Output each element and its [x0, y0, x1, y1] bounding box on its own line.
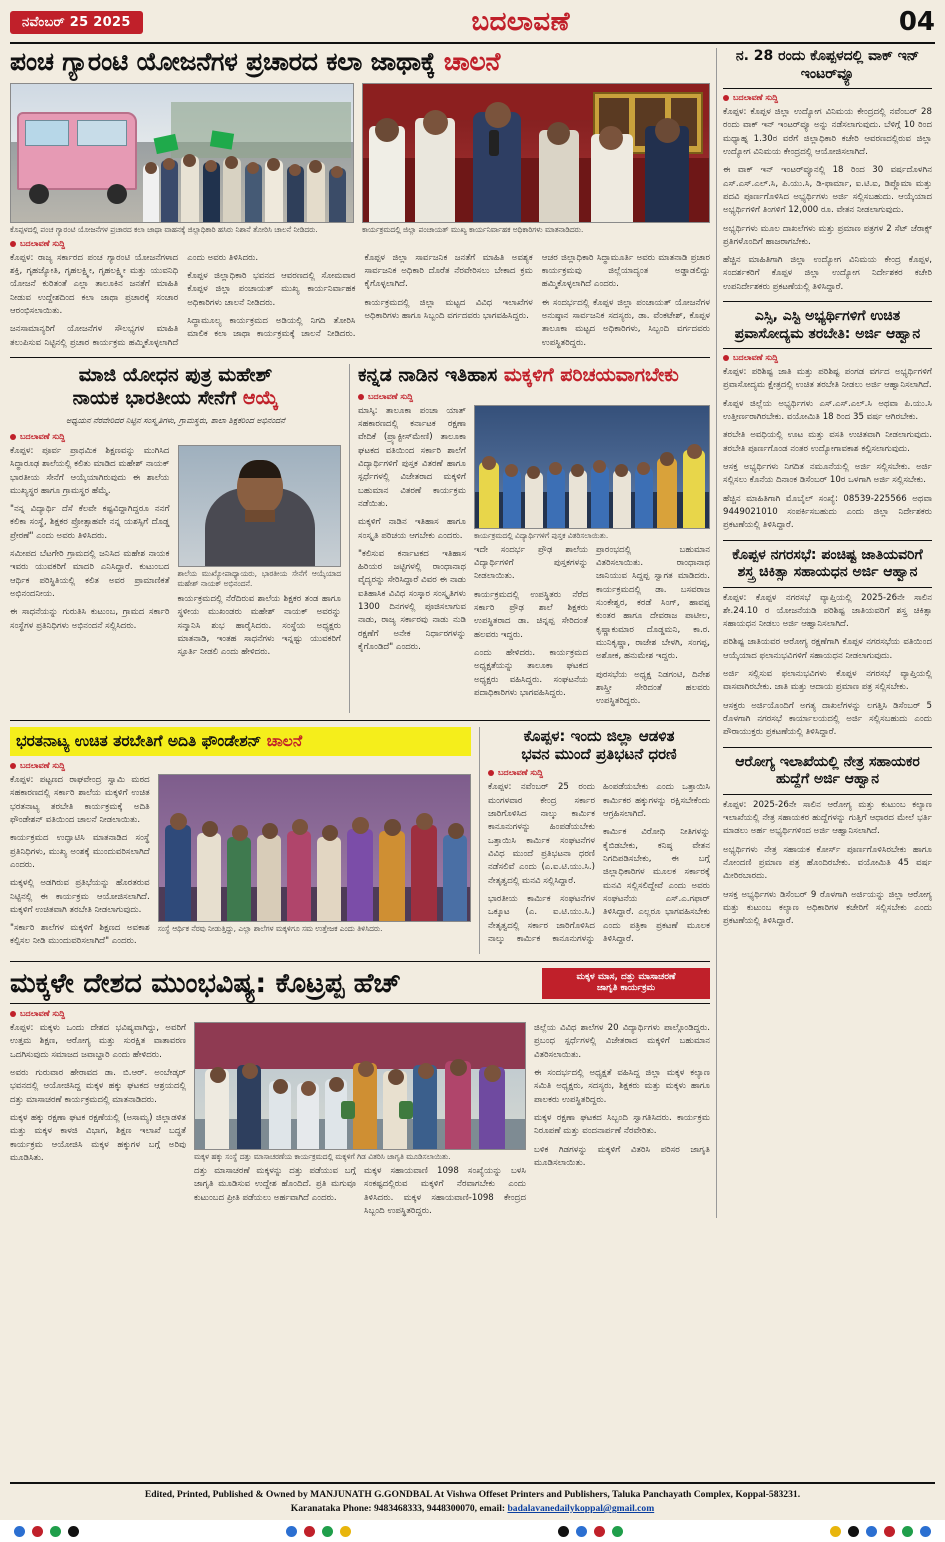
color-dot — [576, 1526, 587, 1537]
kannada-photo-caption: ಕಾರ್ಯಕ್ರಮದಲ್ಲಿ ವಿದ್ಯಾರ್ಥಿಗಳಿಗೆ ಪುಸ್ತಕ ವಿತರಿಸಲಾಯಿತು. — [474, 530, 609, 540]
bottom-paragraph: ದತ್ತು ಮಾಸಾಚರಣೆ ಮಕ್ಕಳನ್ನು ದತ್ತು ಪಡೆಯುವ ಬಗ್ಗೆ ಜಾಗೃತಿ ಮೂಡಿಸುವ ಉದ್ದೇಶ ಹೊಂದಿದೆ. ಪ್ರತಿ ಮಗುವೂ ಕುಟುಂಬದ ಪ್ರೀತಿ ಪಡೆಯಲು ಅರ್ಹವಾಗಿದೆ ಎಂದರು. — [194, 1166, 356, 1203]
lead-photo-1-caption: ಕೊಪ್ಪಳದಲ್ಲಿ ಪಂಚ ಗ್ಯಾರಂಟಿ ಯೋಜನೆಗಳ ಪ್ರಚಾರದ ಕಲಾ ಜಾಥಾ ವಾಹನಕ್ಕೆ ಜಿಲ್ಲಾಧಿಕಾರಿ ಹಸಿರು ನಿಶಾನೆ ತೋರಿಸಿ ಚಾಲನೆ ನೀಡಿದರು. — [10, 224, 318, 234]
paper-title: ಬದಲಾವಣೆ — [471, 6, 571, 37]
lead-paragraph: ಕೊಪ್ಪಳ ಜಿಲ್ಲಾಧಿಕಾರಿ ಭವನದ ಆವರಣದಲ್ಲಿ ಸೋಮವಾರ ಕೊಪ್ಪಳ ಜಿಲ್ಲಾ ಪಂಚಾಯತ್ ಮುಖ್ಯ ಕಾರ್ಯನಿರ್ವಾಹಕ ಅಧಿಕಾರಿಗಳು ಚಾಲನೆ ನೀಡಿದರು. — [187, 271, 356, 308]
section-divider — [723, 540, 932, 541]
story-koppal-protest — [488, 727, 710, 953]
bharatanatya-banner-accent: ಚಾಲನೆ — [266, 732, 303, 751]
veteran-paragraph: ಕಾರ್ಯಕ್ರಮದಲ್ಲಿ ನೆರೆದಿರುವ ಶಾಲೆಯ ಶಿಕ್ಷಕರ ತಂಡ ಹಾಗೂ ಸ್ಥಳೀಯ ಮುಖಂಡರು ಮಹೇಶ್ ನಾಯಕ್ ಅವರನ್ನು ಸನ್ಮಾನಿಸಿ ಶುಭ ಹಾರೈಸಿದರು. ಸಂಸ್ಥೆಯ ಅಧ್ಯಕ್ಷರು ಮಾತನಾಡಿ, ಇಂತಹ ಸಾಧನೆಗಳು ಇನ್ನಷ್ಟು ಯುವಕರಿಗೆ ಸ್ಫೂರ್ತಿ ನೀಡಲಿ ಎಂದು ಹೇಳಿದರು. — [177, 593, 341, 658]
bharatanatya-paragraph: ಕೊಪ್ಪಳ: ಪಟ್ಟಣದ ರಾಘವೇಂದ್ರ ಸ್ವಾಮಿ ಮಠದ ಸಹಕಾರಣದಲ್ಲಿ ಸರ್ಕಾರಿ ಶಾಲೆಯ ಮಕ್ಕಳಿಗೆ ಉಚಿತ ಭರತನಾಟ್ಯ ತರಬೇತಿ ಕಾರ್ಯಕ್ರಮಕ್ಕೆ ಅದಿತಿ ಫೌಂಡೇಶನ್ ವತಿಯಿಂದ ಚಾಲನೆ ನೀಡಲಾಯಿತು. — [10, 775, 150, 825]
byline-dot-icon — [488, 770, 494, 776]
third-row — [10, 727, 710, 953]
color-dot — [848, 1526, 859, 1537]
byline-right — [723, 353, 932, 363]
byline-bottom — [10, 1009, 710, 1019]
footer — [10, 1482, 935, 1516]
kannada-headline-accent: ಮಕ್ಕಳಿಗೆ ಪರಿಚಯವಾಗಬೇಕು — [503, 363, 679, 386]
kannada-headline-text: ಕನ್ನಡ ನಾಡಿನ ಇತಿಹಾಸ — [358, 363, 504, 386]
byline-label: ಬದಲಾವಣೆ ಸುದ್ದಿ — [368, 391, 414, 401]
veteran-headline-l1: ಮಾಜಿ ಯೋಧನ ಪುತ್ರ ಮಹೇಶ್ — [78, 363, 273, 386]
protest-paragraph: ಕೊಪ್ಪಳ: ನವೆಂಬರ್ 25 ರಂದು ಮಂಗಳವಾರ ಕೇಂದ್ರ ಸರ್ಕಾರ ಜಾರಿಗೊಳಿಸಿದ ನಾಲ್ಕು ಕಾರ್ಮಿಕ ಕಾನೂನುಗಳನ್ನು ಹಿಂಪಡೆಯಬೇಕು ಒತ್ತಾಯಿಸಿ ಕಾರ್ಮಿಕ ಸಂಘಟನೆಗಳ ವಿವಿಧ ಮುಂದೆ ಪ್ರತಿಭಟನಾ ಧರಣಿ ನಡೆಸಲಿವೆ ಎಂದು (ಎ.ಐ.ಟಿ.ಯು.ಸಿ.) ನೇತೃತ್ವದಲ್ಲಿ ಮನವಿ ಸಲ್ಲಿಸಿದ್ದಾರೆ. — [488, 782, 595, 886]
lead-headline-text: ಪಂಚ ಗ್ಯಾರಂಟಿ ಯೋಜನೆಗಳ ಪ್ರಚಾರದ ಕಲಾ ಜಾಥಾಕ್ಕೆ — [10, 47, 444, 76]
bottom-photo — [194, 1022, 526, 1150]
bottom-headline-part2: ಕೊಟ್ರಪ್ಪ ಹೆಚ್ — [275, 967, 401, 999]
protest-paragraph: ಭಾರತೀಯ ಕಾರ್ಮಿಕ ಸಂಘಟನೆಗಳ ಒಕ್ಕೂಟ (ಎ. ಐ.ಟಿ.ಯು.ಸಿ.) ನೇತೃತ್ವದಲ್ಲಿ ಸರ್ಕಾರ ಜಾರಿಗೊಳಿಸಿದ ನಾಲ್ಕು ಕಾರ್ಮಿಕ ಕಾನೂನುಗಳನ್ನು ಹಿಂಪಡೆಯಬೇಕು ಎಂದು ಒತ್ತಾಯಿಸಿ ಕಾರ್ಮಿಕರ ಹಕ್ಕುಗಳನ್ನು ರಕ್ಷಿಸಬೇಕೆಂದು ಆಗ್ರಹಿಸಲಾಗಿದೆ. — [488, 782, 710, 944]
byline-dot-icon — [10, 763, 16, 769]
right-headline: ಎಸ್ಸಿ, ಎಸ್ಟಿ ಅಭ್ಯರ್ಥಿಗಳಿಗೆ ಉಚಿತ ಪ್ರವಾಸೋದ್ಯಮ ತರಬೇತಿ: ಅರ್ಜಿ ಆಹ್ವಾನ — [734, 308, 921, 342]
left-zone — [10, 48, 710, 1218]
date-badge: ನವೆಂಬರ್ 25 2025 — [10, 11, 143, 34]
color-dot — [322, 1526, 333, 1537]
lead-paragraph: ಕಾರ್ಯಕ್ರಮದಲ್ಲಿ ಜಿಲ್ಲಾ ಮಟ್ಟದ ವಿವಿಧ ಇಲಾಖೆಗಳ ಅಧಿಕಾರಿಗಳು ಹಾಗೂ ಸಿಬ್ಬಂದಿ ವರ್ಗದವರು ಭಾಗವಹಿಸಿದ್ದರು. — [364, 297, 533, 321]
right-paragraph: ಆಸಕ್ತ ಅಭ್ಯರ್ಥಿಗಳು ಡಿಸೆಂಬರ್ 9 ರೊಳಗಾಗಿ ಅರ್ಜಿಯನ್ನು ಜಿಲ್ಲಾ ಆರೋಗ್ಯ ಮತ್ತು ಕುಟುಂಬ ಕಲ್ಯಾಣ ಅಧಿಕಾರಿಗಳ ಕಚೇರಿಗೆ ಸಲ್ಲಿಸಬೇಕು ಎಂದು ಪ್ರಕಟಣೆಯಲ್ಲಿ ತಿಳಿಸಿದ್ದಾರೆ. — [723, 889, 932, 927]
right-paragraph: ಹೆಚ್ಚಿನ ಮಾಹಿತಿಗಾಗಿ ಮೊಬೈಲ್ ಸಂಖ್ಯೆ: 08539-225566 ಅಥವಾ 9449021010 ಸಂಪರ್ಕಿಸಬಹುದು ಎಂದು ಜಿಲ್ಲಾ ನಿರ್ದೇಶಕರು ಪ್ರಕಟಣೆಯಲ್ಲಿ ತಿಳಿಸಿದ್ದಾರೆ. — [723, 493, 932, 531]
veteran-subhead: ಅಧ್ಯಯನ ನೆರವೇರಿದರ ನಿಟ್ಟಿನ ಸಂಸ್ಕೃತಿಗಳು, ಗ್ರಾಮಸ್ಥರು, ಶಾಲಾ ಶಿಕ್ಷಕರಿಂದ ಅಭಿನಂದನೆ — [66, 415, 285, 425]
color-dot — [286, 1526, 297, 1537]
bharatanatya-photo-caption: ಸಂಸ್ಥೆ ಆರ್ಥಿಕ ನೆರವು ನೀಡುತ್ತಿದ್ದು, ಎಲ್ಲಾ ಶಾಲೆಗಳ ಮಕ್ಕಳಿಗೂ ಸಮ ಉತ್ತೇಜಕ ಎಂದು ತಿಳಿಸಿದರು. — [157, 924, 383, 934]
byline-dot-icon — [723, 355, 729, 361]
bottom-rule — [10, 1003, 710, 1004]
color-dot — [304, 1526, 315, 1537]
right-item — [723, 48, 932, 294]
section-divider — [723, 301, 932, 302]
right-paragraph: ಹೆಚ್ಚಿನ ಮಾಹಿತಿಗಾಗಿ ಜಿಲ್ಲಾ ಉದ್ಯೋಗ ವಿನಿಮಯ ಕೇಂದ್ರ ಕೊಪ್ಪಳ, ಸಂದರ್ಶಕರಿಗೆ ಕೊಪ್ಪಳ ಜಿಲ್ಲಾ ಉದ್ಯೋಗ ನಿರ್ದೇಶಕರ ಕಚೇರಿ ಉಪನಿರ್ದೇಶಕರು ಪ್ರಕಟಣೆಯಲ್ಲಿ ತಿಳಿಸಿದ್ದಾರೆ. — [723, 255, 932, 292]
bottom-paragraph: ಮಕ್ಕಳ ಸಹಾಯವಾಣಿ 1098 ಸಂಖ್ಯೆಯನ್ನು ಬಳಸಿ ಸಂಕಷ್ಟದಲ್ಲಿರುವ ಮಕ್ಕಳಿಗೆ ನೆರವಾಗಬೇಕು ಎಂದು ತಿಳಿಸಿದರು. ಮಕ್ಕಳ ಸಹಾಯವಾಣಿ-1098 ಕೇಂದ್ರದ ಸಿಬ್ಬಂದಿ ಉಪಸ್ಥಿತರಿದ್ದರು. — [364, 1166, 526, 1217]
veteran-photo-col — [178, 445, 342, 665]
color-dot — [14, 1526, 25, 1537]
kannada-paragraph: ಕಾರ್ಯಕ್ರಮದಲ್ಲಿ ಉಪಸ್ಥಿತರು ನೆರೆದ ಸರ್ಕಾರಿ ಪ್ರೌಢ ಶಾಲೆ ಶಿಕ್ಷಕರು ಉಪಸ್ಥಿತರಾದ ಡಾ. ಚಿನ್ನಪ್ಪ ಸೇರಿದಂತೆ ಹಲವರು ಇದ್ದರು. — [474, 589, 588, 640]
lead-headline-accent: ಚಾಲನೆ — [443, 47, 501, 76]
bottom-body — [10, 1022, 710, 1218]
bharatanatya-paragraph: ಮಕ್ಕಳಲ್ಲಿ ಅಡಗಿರುವ ಪ್ರತಿಭೆಯನ್ನು ಹೊರತರುವ ನಿಟ್ಟಿನಲ್ಲಿ ಈ ಕಾರ್ಯಕ್ರಮ ಆಯೋಜಿಸಲಾಗಿದೆ. ಮಕ್ಕಳಿಗೆ ಉಚಿತವಾಗಿ ತರಬೇತಿ ನೀಡಲಾಗುವುದು. — [10, 878, 150, 915]
protest-headline — [488, 727, 710, 763]
bottom-paragraph: ಈ ಸಂದರ್ಭದಲ್ಲಿ ಅಧ್ಯಕ್ಷತೆ ವಹಿಸಿದ್ದ ಜಿಲ್ಲಾ ಮಕ್ಕಳ ಕಲ್ಯಾಣ ಸಮಿತಿ ಅಧ್ಯಕ್ಷರು, ಸದಸ್ಯರು, ಶಿಕ್ಷಕರು ಮತ್ತು ಮಕ್ಕಳು ಹಾಗೂ ಪಾಲಕರು ಉಪಸ್ಥಿತರಿದ್ದರು. — [534, 1068, 710, 1105]
section-divider — [10, 720, 710, 721]
section-divider — [10, 357, 710, 358]
bharatanatya-paragraph: "ಸರ್ಕಾರಿ ಶಾಲೆಗಳ ಮಕ್ಕಳಿಗೆ ಶಿಕ್ಷಣದ ಅವಕಾಶ ಕಲ್ಪಿಸಲ ನೀಡಿ ಮುಂದುವರಿಸಲಾಗಿದೆ" ಎಂದರು. — [10, 923, 150, 947]
bharatanatya-banner — [10, 727, 471, 756]
color-dots — [0, 1520, 945, 1542]
story-veteran — [10, 364, 350, 714]
kannada-paragraph: ಮಾಸ್ಕಿ: ತಾಲೂಕಾ ಪಂಚಾ ಯಾತ್ ಸಹಕಾರಣದಲ್ಲಿ ಕರ್ನಾಟಕ ರಕ್ಷಣಾ ವೇದಿಕೆ (ಪ್ರ್ಯಾಕ್ಟೀಸ್‌ಮೇಣಿ) ತಾಲೂಕಾ ಘಟಕದ ವತಿಯಿಂದ ಸರ್ಕಾರಿ ಶಾಲೆಗೆ ವಿದ್ಯಾರ್ಥಿಗಳಿಗೆ ಪುಸ್ತಕ ವಿತರಣೆ ಹಾಗೂ ಸ್ಪರ್ಧೆಗಳಲ್ಲಿ ವಿಜೇತರಾದ ಮಕ್ಕಳಿಗೆ ಬಹುಮಾನ ವಿತರಣೆ ಕಾರ್ಯಕ್ರಮ ನಡೆಯಿತು. — [358, 405, 466, 509]
right-paragraph: ಕೊಪ್ಪಳ: 2025-26ನೇ ಸಾಲಿನ ಆರೋಗ್ಯ ಮತ್ತು ಕುಟುಂಬ ಕಲ್ಯಾಣ ಇಲಾಖೆಯಲ್ಲಿ ನೇತ್ರ ಸಹಾಯಕರ ಹುದ್ದೆಗಳನ್ನು ಗುತ್ತಿಗೆ ಆಧಾರದ ಮೇಲೆ ಭರ್ತಿ ಮಾಡಲು ಅರ್ಹ ಅಭ್ಯರ್ಥಿಗಳಿಂದ ಅರ್ಜಿ ಆಹ್ವಾನಿಸಲಾಗಿದೆ. — [723, 799, 932, 837]
kannada-photo — [474, 405, 710, 529]
right-paragraph: ಕೊಪ್ಪಳ: ಪರಿಶಿಷ್ಟ ಜಾತಿ ಮತ್ತು ಪರಿಶಿಷ್ಟ ಪಂಗಡ ವರ್ಗದ ಅಭ್ಯರ್ಥಿಗಳಿಗೆ ಪ್ರವಾಸೋದ್ಯಮ ಕ್ಷೇತ್ರದಲ್ಲಿ ಉಚಿತ ತರಬೇತಿ ನೀಡಲು ಅರ್ಜಿ ಆಹ್ವಾನಿಸಲಾಗಿದೆ. — [723, 367, 932, 391]
protest-headline-l2: ಭವನ ಮುಂದೆ ಪ್ರತಿಭಟನೆ ಧರಣಿ — [521, 745, 677, 764]
kannada-col-2 — [474, 405, 710, 714]
bharatanatya-banner-text: ಭರತನಾಟ್ಯ ಉಚಿತ ತರಬೇತಿಗೆ ಅದಿತಿ ಫೌಂಡೇಶನ್ — [16, 732, 267, 751]
color-dot — [830, 1526, 841, 1537]
veteran-paragraph: ಕೊಪ್ಪಳ: ಪೂರ್ವ ಪ್ರಾಥಮಿಕ ಶಿಕ್ಷಣವನ್ನು ಮುಗಿಸಿದ ಸಿದ್ಧಾರೂಢ ಶಾಲೆಯಲ್ಲಿ ಕಲಿತು ಮಾಡಿದ ಮಹೇಶ್ ನಾಯಕ್ ಭಾರತೀಯ ಸೇನೆಗೆ ಆಯ್ಕೆಯಾಗಿರುವುದು ಈ ಶಾಲೆಯ ಮುಖ್ಯಸ್ಥರ ಹಾಗೂ ಗ್ರಾಮಸ್ಥರ ಹೆಮ್ಮೆ. — [10, 445, 170, 496]
bottom-headline-row — [10, 968, 710, 999]
right-paragraph: ಕೊಪ್ಪಳ: ಕೊಪ್ಪಳ ನಗರಸಭೆ ವ್ಯಾಪ್ತಿಯಲ್ಲಿ 2025-26ನೇ ಸಾಲಿನ ಶೇ.24.10 ರ ಯೋಜನೆಯಡಿ ಪರಿಶಿಷ್ಟ ಜಾತಿಯವರಿಗೆ ಶಸ್ತ್ರ ಚಿಕಿತ್ಸಾ ಸಹಾಯಧನ ನೀಡಲು ಅರ್ಜಿ ಆಹ್ವಾನಿಸಲಾಗಿದೆ. — [723, 592, 932, 630]
bottom-paragraph: ಮಕ್ಕಳ ಹಕ್ಕು ರಕ್ಷಣಾ ಘಟಕ ರಕ್ಷಣೆಯಲ್ಲಿ (ಅಸಾಮ್ಯ) ಜಿಲ್ಲಾಡಳಿತ ಮತ್ತು ಮಕ್ಕಳ ಕಾಳಜಿ ವಿಭಾಗ, ಶಿಕ್ಷಣ ಇಲಾಖೆ ಬದ್ಧತೆ ಕಾರ್ಯಕ್ರಮ ಆಯೋಜಿಸಿ ಮಕ್ಕಳ ಹಕ್ಕುಗಳ ಬಗ್ಗೆ ಅರಿವು ಮೂಡಿಸಿತು. — [10, 1113, 186, 1163]
right-paragraph: ತರಬೇತಿ ಅವಧಿಯಲ್ಲಿ ಊಟ ಮತ್ತು ವಸತಿ ಉಚಿತವಾಗಿ ನೀಡಲಾಗುವುದು. ತರಬೇತಿ ಪೂರ್ಣಗೊಂಡ ನಂತರ ಉದ್ಯೋಗಾವಕಾಶ ಕಲ್ಪಿಸಲಾಗುವುದು. — [723, 430, 932, 454]
kannada-paragraph: "ಕಲಿಸುವ ಕರ್ನಾಟಕದ ಇತಿಹಾಸ ಹಿರಿಯರ ಜಟ್ಟಿಗಳಲ್ಲಿ ರಾಂಧಾನಾಥ ವೈದ್ಯರನ್ನು ಸೇರಿಸಿದ್ದಾರೆ ವಿವರ ಈ ನಾಡು ಐತಿಹಾಸಿಕ ವಿವಿಧ ಸಂಸ್ಕಾರ ಸಂಸ್ಕೃತಿಗಳು 1300 ದಿನಗಳಲ್ಲಿ ಪೂಜಿಸಲಾಗುವ ನಾಡು, ರಾಜ್ಯ ಸರ್ಕಾರವು ನಾಡು ನುಡಿ ರಕ್ಷಣೆಗೆ ಅನೇಕ ನಿರ್ಧಾರಗಳನ್ನು ಕೈಗೊಂಡಿದೆ" ಎಂದರು. — [358, 548, 466, 653]
masthead — [10, 6, 935, 38]
color-dot — [866, 1526, 877, 1537]
lead-photo-1-wrap — [10, 83, 354, 235]
bottom-paragraph: ಮಕ್ಕಳ ರಕ್ಷಣಾ ಘಟಕದ ಸಿಬ್ಬಂದಿ ಸ್ವಾಗತಿಸಿದರು. ಕಾರ್ಯಕ್ರಮ ನಿರೂಪಣೆ ಮತ್ತು ವಂದನಾರ್ಪಣೆ ನೆರವೇರಿತು. — [534, 1113, 710, 1137]
lead-paragraph: ಸಿದ್ಧಾಮೂಲ್ಯ ಕಾರ್ಯಕ್ರಮದ ಅಡಿಯಲ್ಲಿ ನಿಗದಿ ತೋರಿಸಿ ಮಾಲಿಕ ಕಲಾ ಜಾಥಾ ಕಾರ್ಯಕ್ರಮಕ್ಕೆ ಚಾಲನೆ ನೀಡಿದರು. ಕೊಪ್ಪಳ ಜಿಲ್ಲಾ ಸಾರ್ವಜನಿಕ ಜನತೆಗೆ ಮಾಹಿತಿ ಅವಶ್ಯಕ ಸಾರ್ವಜನಿಕ ಅಧಿಕಾರಿ ದೊರೆತ ನೆರವೇರಿಸಲು ಬೇಕಾದ ಕ್ರಮ ಕೈಗೊಳ್ಳಲಾಗಿದೆ. — [187, 252, 533, 340]
color-dot — [884, 1526, 895, 1537]
bharatanatya-text-col — [10, 774, 150, 954]
kannada-headline — [358, 364, 710, 387]
right-headline: ನ. 28 ರಂದು ಕೊಪ್ಪಳದಲ್ಲಿ ವಾಕ್ ಇನ್ ಇಂಟರ್‌ವ್ಯೂ — [735, 48, 920, 82]
byline-veteran — [10, 432, 341, 442]
lead-paragraph: ಕೊಪ್ಪಳ: ರಾಜ್ಯ ಸರ್ಕಾರದ ಪಂಚ ಗ್ಯಾರಂಟಿ ಯೋಜನೆಗಳಾದ ಶಕ್ತಿ, ಗೃಹಜ್ಯೋತಿ, ಗೃಹಲಕ್ಷ್ಮೀ, ಗೃಹಲಕ್ಷ್ಮೀ ಮತ್ತು ಯುವನಿಧಿ ಯೋಜನೆ ಕುರಿತಂತೆ ಎಲ್ಲಾ ತಾಲೂಕಿನ ಜನತೆಗೆ ಮಾಹಿತಿ ನೀಡುವ ಉದ್ದೇಶದಿಂದ ಕಲಾ ಜಾಥಾ ಪ್ರಚಾರಕ್ಕೆ ಸಂಚಾರ ಆರಂಭಿಸಲಾಯಿತು. — [10, 252, 179, 316]
right-paragraph: ಆಸಕ್ತ ಅಭ್ಯರ್ಥಿಗಳು ನಿಗದಿತ ನಮೂನೆಯಲ್ಲಿ ಅರ್ಜಿ ಸಲ್ಲಿಸಬೇಕು. ಅರ್ಜಿ ಸಲ್ಲಿಸಲು ಕೊನೆಯ ದಿನಾಂಕ ಡಿಸೆಂಬರ್ 10ರ ಒಳಗಾಗಿ ಅರ್ಜಿ ಸಲ್ಲಿಸಬೇಕು. — [723, 461, 932, 486]
veteran-portrait-caption: ಶಾಲೆಯ ಮುಖ್ಯೋಪಾಧ್ಯಾಯರು, ಭಾರತೀಯ ಸೇನೆಗೆ ಆಯ್ಕೆಯಾದ ಮಹೇಶ್ ನಾಯಕ್ ಅಭಿನಂದನೆ. — [177, 568, 341, 588]
color-dot — [68, 1526, 79, 1537]
bottom-redbox — [542, 968, 710, 999]
lead-paragraph: ಜನಸಾಮಾನ್ಯರಿಗೆ ಯೋಜನೆಗಳ ಸೌಲಭ್ಯಗಳ ಮಾಹಿತಿ ತಲುಪಿಸುವ ನಿಟ್ಟಿನಲ್ಲಿ ಪ್ರಚಾರ ಕಾರ್ಯಕ್ರಮ ಹಮ್ಮಿಕೊಳ್ಳಲಾಗಿದೆ ಎಂದು ಅವರು ತಿಳಿಸಿದರು. — [10, 252, 259, 348]
color-dot — [50, 1526, 61, 1537]
page-number: 04 — [898, 7, 935, 37]
footer-line-2 — [10, 1502, 935, 1516]
byline-kannada — [358, 392, 710, 402]
footer-line-1: Edited, Printed, Published & Owned by MANJUNATH G.GONDBAL At Vishwa Offeset Printers and Publishers, Taluka Panchayath Complex, Koppal-583231. — [144, 1489, 801, 1501]
right-item — [723, 754, 932, 929]
lead-photo-2 — [362, 83, 710, 223]
kannada-paragraph: ಪ್ರಾರಂಭದಲ್ಲಿ ಬಹುಮಾನ ವಿತರಿಸಲಾಯಿತು. ರಾಂಧಾನಾಥ ಜಾನಿಯುವ ಸಿದ್ದಪ್ಪ ಸ್ವಾಗತ ಮಾಡಿದರು. ಕಾರ್ಯಕ್ರಮದಲ್ಲಿ ಡಾ. ಬಸವರಾಜ ಸುಂಕೇಶ್ವರ, ಕರಡೆ ಸಿಂಗ್, ಹಾವಪ್ಪ ಕುಂತರ ಹಾಗೂ ದೇವರಾಜ ಪಾಟೀಲ, ಕೃಷ್ಣಾಕುಮಾರ ದೊಡ್ಡಮನಿ, ಕಾ.ರ. ಮುನಿಕೃಷ್ಣಾ, ರಾಜೇಶ ಬೇಳಗಿ, ಸಂಗಪ್ಪ, ಅಶೋಕ, ಹನುಮೇಶ ಇದ್ದರು. — [596, 544, 710, 662]
story-bharatanatya — [10, 727, 480, 953]
color-registration-bar — [0, 1520, 945, 1542]
bottom-paragraph: ಜಿಲ್ಲೆಯ ವಿವಿಧ ಶಾಲೆಗಳ 20 ವಿದ್ಯಾರ್ಥಿಗಳು ಪಾಲ್ಗೊಂಡಿದ್ದರು. ಪ್ರಬಂಧ ಸ್ಪರ್ಧೆಗಳಲ್ಲಿ ವಿಜೇತರಾದ ಮಕ್ಕಳಿಗೆ ಬಹುಮಾನ ವಿತರಿಸಲಾಯಿತು. — [534, 1023, 710, 1060]
color-dot — [594, 1526, 605, 1537]
color-dot — [340, 1526, 351, 1537]
bottom-col-3 — [534, 1022, 710, 1218]
lead-photo-2-wrap — [362, 83, 710, 235]
section-divider — [10, 961, 710, 962]
kannada-paragraph: ಎಂದು ಹೇಳಿದರು. ಕಾರ್ಯಕ್ರಮದ ಅಧ್ಯಕ್ಷತೆಯನ್ನು ತಾಲೂಕಾ ಘಟಕದ ಅಧ್ಯಕ್ಷರು ವಹಿಸಿದ್ದರು. ಸಂಘಟನೆಯ ಪದಾಧಿಕಾರಿಗಳು ಭಾಗವಹಿಸಿದ್ದರು. — [474, 647, 588, 698]
right-headline: ಕೊಪ್ಪಳ ನಗರಸಭೆ: ಪಂಚಿಷ್ಟ ಜಾತಿಯವರಿಗೆ ಶಸ್ತ್ರ ಚಿಕಿತ್ಸಾ ಸಹಾಯಧನ ಅರ್ಜಿ ಆಹ್ವಾನ — [732, 546, 923, 580]
section-divider — [723, 747, 932, 748]
bottom-photo-caption: ಮಕ್ಕಳ ಹಕ್ಕು ಸಂಸ್ಥೆ ದತ್ತು ಮಾಸಾಚರಣೆಯ ಕಾರ್ಯಕ್ರಮದಲ್ಲಿ ಮಕ್ಕಳಿಗೆ ಗಿಡ ವಿತರಿಸಿ ಜಾಗೃತಿ ಮೂಡಿಸಲಾಯಿತು. — [194, 1152, 451, 1162]
byline-label: ಬದಲಾವಣೆ ಸುದ್ದಿ — [20, 431, 66, 441]
byline-dot-icon — [10, 1011, 16, 1017]
bottom-paragraph: ಅವರು ಗುರುವಾರ ಹೇರಾವದ ಡಾ. ಬಿ.ಆರ್. ಅಂಬೇಡ್ಕರ್ ಭವನದಲ್ಲಿ ಆಯೋಜಿಸಿದ್ದ ಮಕ್ಕಳ ಹಕ್ಕು ಘಟಕದ ಆಶ್ರಯದಲ್ಲಿ ದತ್ತು ಮಾಸಾಚರಣೆ ಕಾರ್ಯಕ್ರಮದಲ್ಲಿ ಮಾತನಾಡಿದರು. — [10, 1068, 186, 1105]
lead-body — [10, 252, 710, 350]
protest-paragraph: ಕಾರ್ಮಿಕ ವಿರೋಧಿ ನೀತಿಗಳನ್ನು ಕೈಬಿಡಬೇಕು, ಕನಿಷ್ಠ ವೇತನ ನಿಗದಿಪಡಿಸಬೇಕು, ಈ ಬಗ್ಗೆ ಜಿಲ್ಲಾಧಿಕಾರಿಗಳ ಮೂಲಕ ಸರ್ಕಾರಕ್ಕೆ ಮನವಿ ಸಲ್ಲಿಸಲಿದ್ದೇವೆ ಎಂದು ಅವರು ಸಂಘಟನೆಯ ಎಸ್.ಎ.ಗಫಾರ್ ತಿಳಿಸಿದ್ದಾರೆ. ಎಲ್ಲರೂ ಭಾಗವಹಿಸಬೇಕು ಎಂದು ಪತ್ರಿಕಾ ಪ್ರಕಟಣೆ ಮೂಲಕ ತಿಳಿಸಿದ್ದಾರೆ. — [603, 827, 710, 944]
right-item — [723, 547, 932, 740]
byline-label: ಬದಲಾವಣೆ ಸುದ್ದಿ — [20, 761, 66, 771]
bottom-redbox-l1: ಮಕ್ಕಳ ಮಾಸ, ದತ್ತು ಮಾಸಾಚರಣೆ — [576, 971, 676, 982]
veteran-portrait — [178, 445, 342, 567]
bottom-paragraph: ಕೊಪ್ಪಳ: ಮಕ್ಕಳು ಒಂದು ದೇಶದ ಭವಿಷ್ಯವಾಗಿದ್ದು, ಅವರಿಗೆ ಉತ್ತಮ ಶಿಕ್ಷಣ, ಆರೋಗ್ಯ ಮತ್ತು ಸುರಕ್ಷಿತ ವಾತಾವರಣ ಒದಗಿಸುವುದು ಸಮಾಜದ ಜವಾಬ್ದಾರಿ ಎಂದು ಹೇಳಿದರು. — [10, 1023, 186, 1060]
right-paragraph: ಅಭ್ಯರ್ಥಿಗಳು ನೇತ್ರ ಸಹಾಯಕ ಕೋರ್ಸ್ ಪೂರ್ಣಗೊಳಿಸಿರಬೇಕು ಹಾಗೂ ನೋಂದಣಿ ಪ್ರಮಾಣ ಪತ್ರ ಹೊಂದಿರಬೇಕು. ವಯೋಮಿತಿ 45 ವರ್ಷ ಮೀರಿರಬಾರದು. — [723, 844, 932, 882]
right-paragraph: ಆಸಕ್ತರು ಅರ್ಜಿಯೊಂದಿಗೆ ಅಗತ್ಯ ದಾಖಲೆಗಳನ್ನು ಲಗತ್ತಿಸಿ ಡಿಸೆಂಬರ್ 5 ರೊಳಗಾಗಿ ನಗರಸಭೆ ಕಾರ್ಯಾಲಯದಲ್ಲಿ ಅರ್ಜಿ ಸಲ್ಲಿಸಬಹುದು ಎಂದು ಪೌರಾಯುಕ್ತರು ಪ್ರಕಟಣೆಯಲ್ಲಿ ತಿಳಿಸಿದ್ದಾರೆ. — [723, 700, 932, 738]
bottom-paragraph: ಬಳಿಕ ಗಿಡಗಳನ್ನು ಮಕ್ಕಳಿಗೆ ವಿತರಿಸಿ ಪರಿಸರ ಜಾಗೃತಿ ಮೂಡಿಸಲಾಯಿತು. — [534, 1144, 710, 1168]
right-paragraph: ಅಭ್ಯರ್ಥಿಗಳು ಮೂಲ ದಾಖಲೆಗಳು ಮತ್ತು ಪ್ರಮಾಣ ಪತ್ರಗಳ 2 ಸೆಟ್ ಜೆರಾಕ್ಸ್ ಪ್ರತಿಗಳೊಂದಿಗೆ ಹಾಜರಾಗಬೇಕು. — [723, 223, 932, 247]
kannada-paragraph: ಮಕ್ಕಳಿಗೆ ನಾಡಿನ ಇತಿಹಾಸ ಹಾಗೂ ಸಂಸ್ಕೃತಿ ಪರಿಚಯ ಆಗಬೇಕು ಎಂದರು. — [358, 517, 466, 541]
footer-phone: Karanataka Phone: 9483468333, 9448300070, email: — [290, 1503, 506, 1515]
veteran-paragraph: "ನನ್ನ ವಿದ್ಯಾರ್ಥಿ ದೆಸೆ ಕೆಲವೇ ಕಷ್ಟವಿದ್ದಾಗಿದ್ದರೂ ನನಗೆ ಕಲಿಕಾ ಸಂಸ್ಥೆ, ಶಿಕ್ಷಕರ ಪ್ರೋತ್ಸಾಹವೇ ನನ್ನ ಯಶಸ್ಸಿಗೆ ದೊಡ್ಡ ಪ್ರೇರಣೆ" ಎಂದು ಅವರು ತಿಳಿಸಿದರು. — [10, 504, 170, 541]
footer-email[interactable]: badalavanedailykoppal@gmail.com — [507, 1503, 655, 1515]
veteran-paragraph: ಈ ಸಾಧನೆಯನ್ನು ಗುರುತಿಸಿ ಕುಟುಂಬ, ಗ್ರಾಮದ ಸರ್ಕಾರಿ ಸಂಸ್ಥೆಗಳ ಪ್ರತಿನಿಧಿಗಳು ಅಭಿನಂದನೆ ಸಲ್ಲಿಸಿದರು. — [10, 607, 170, 631]
byline-dot-icon — [10, 241, 16, 247]
masthead-rule — [10, 42, 935, 44]
byline-dot-icon — [358, 394, 364, 400]
lead-paragraph: ಆಚರ ಜಿಲ್ಲಾಧಿಕಾರಿ ಸಿದ್ಧಾಮೂರ್ತಿ ಅವರು ಮಾತನಾಡಿ ಪ್ರಚಾರ ಕಾರ್ಯಕ್ರಮವು ಜಿಲ್ಲೆಯಾದ್ಯಂತ ಅಡ್ಡಾಡಲಿದ್ದು ಹಮ್ಮಿಕೊಳ್ಳಲಾಗಿದೆ ಎಂದರು. — [541, 252, 710, 290]
lead-paragraph: ಈ ಸಂದರ್ಭದಲ್ಲಿ ಕೊಪ್ಪಳ ಜಿಲ್ಲಾ ಪಂಚಾಯತ್ ಯೋಜನೆಗಳ ಅನುಷ್ಠಾನ ಸಾರ್ವಜನಿಕ ಸದಸ್ಯರು, ಡಾ. ವೆಂಕಟೇಶ್, ಕೊಪ್ಪಳ ತಾಲೂಕಾ ಮಟ್ಟದ ಅಧಿಕಾರಿಗಳು, ಸಿಬ್ಬಂದಿ ವರ್ಗದವರು ಉಪಸ್ಥಿತರಿದ್ದರು. — [541, 297, 710, 348]
lead-headline — [10, 48, 710, 77]
right-item — [723, 308, 932, 532]
right-paragraph: ಅರ್ಜಿ ಸಲ್ಲಿಸುವ ಫಲಾನುಭವಿಗಳು ಕೊಪ್ಪಳ ನಗರಸಭೆ ವ್ಯಾಪ್ತಿಯಲ್ಲಿ ವಾಸವಾಗಿರಬೇಕು. ಜಾತಿ ಮತ್ತು ಆದಾಯ ಪ್ರಮಾಣ ಪತ್ರ ಸಲ್ಲಿಸಬೇಕು. — [723, 669, 932, 693]
bottom-headline-part1: ಮಕ್ಕಳೇ ದೇಶದ ಮುಂಭವಿಷ್ಯ: — [10, 967, 276, 999]
bharatanatya-paragraph: ಕಾರ್ಯಕ್ರಮದ ಉದ್ಘಾಟಿಸಿ ಮಾತನಾಡಿದ ಸಂಸ್ಥೆ ಪ್ರತಿನಿಧಿಗಳು, ಮುಖ್ಯ ಅಂಶಕ್ಕೆ ಮುಂದುವರಿಸಲಾಗಿದೆ ಎಂದರು. — [10, 833, 150, 870]
byline-lead — [10, 239, 710, 249]
lead-photo-1 — [10, 83, 354, 223]
bottom-redbox-l2: ಜಾಗೃತಿ ಕಾರ್ಯಕ್ರಮ — [596, 983, 656, 994]
bottom-col-2 — [194, 1022, 526, 1218]
byline-dot-icon — [10, 434, 16, 440]
lead-photo-2-caption: ಕಾರ್ಯಕ್ರಮದಲ್ಲಿ ಜಿಲ್ಲಾ ಪಂಚಾಯತ್ ಮುಖ್ಯ ಕಾರ್ಯನಿರ್ವಾಹಕ ಅಧಿಕಾರಿಗಳು ಮಾತನಾಡಿದರು. — [362, 224, 584, 234]
story-kannada — [358, 364, 710, 714]
veteran-headline — [10, 364, 341, 410]
bottom-col-1 — [10, 1022, 186, 1218]
right-headline: ಆರೋಗ್ಯ ಇಲಾಖೆಯಲ್ಲಿ ನೇತ್ರ ಸಹಾಯಕರ ಹುದ್ದೆಗೆ ಅರ್ಜಿ ಆಹ್ವಾನ — [735, 753, 920, 788]
byline-dot-icon — [723, 95, 729, 101]
bharatanatya-photo — [158, 774, 471, 922]
color-dot — [32, 1526, 43, 1537]
kannada-paragraph: ಪುರಸಭೆಯ ಅಧ್ಯಕ್ಷ ನಿಡಗಂಟಿ, ದಿನೇಶ ಶಾಸ್ತ್ರೀ ಸೇರಿದಂತೆ ಹಲವರು ಉಪಸ್ಥಿತರಿದ್ದರು. — [596, 669, 710, 707]
byline-right — [723, 93, 932, 103]
kannada-col-1 — [358, 405, 466, 714]
right-paragraph: ಈ ವಾಕ್ ಇನ್ ಇಂಟರ್‌ವ್ಯೂನಲ್ಲಿ 18 ರಿಂದ 30 ವರ್ಷದೊಳಗಿನ ಎಸ್.ಎಸ್.ಎಲ್.ಸಿ, ಪಿ.ಯು.ಸಿ, ಡಿ-ಫಾರ್ಮಾ, ಐ.ಟಿ.ಐ, ಡಿಪ್ಲೊಮಾ ಮತ್ತು ಪದವಿ ಪೂರ್ಣಗೊಳಿಸಿದ ಅಭ್ಯರ್ಥಿಗಳು ಅರ್ಜಿ ಸಲ್ಲಿಸಬಹುದು. ಆಯ್ಕೆಯಾದ ಅಭ್ಯರ್ಥಿಗಳಿಗೆ ತಿಂಗಳಿಗೆ 12,000 ರೂ. ವೇತನ ನೀಡಲಾಗುವುದು. — [723, 165, 932, 216]
veteran-text-col — [10, 445, 170, 665]
veteran-headline-accent: ಆಯ್ಕೆ — [242, 386, 279, 409]
color-dot — [558, 1526, 569, 1537]
bottom-headline — [10, 969, 401, 999]
byline-label: ಬದಲಾವಣೆ ಸುದ್ದಿ — [733, 93, 779, 102]
right-paragraph: ಕೊಪ್ಪಳ: ಕೊಪ್ಪಳ ಜಿಲ್ಲಾ ಉದ್ಯೋಗ ವಿನಿಮಯ ಕೇಂದ್ರದಲ್ಲಿ ನವೆಂಬರ್ 28 ರಂದು ವಾಕ್ ಇನ್ ಇಂಟರ್‌ವ್ಯೂ ಅನ್ನು ನಡೆಸಲಾಗುವುದು. ಬೆಳಿಗ್ಗೆ 10 ರಿಂದ ಮಧ್ಯಾಹ್ನ 1.30ರ ವರೆಗೆ ಜಿಲ್ಲಾಧಿಕಾರಿ ಕಚೇರಿ ಆವರಣದಲ್ಲಿರುವ ಜಿಲ್ಲಾ ಉದ್ಯೋಗ ವಿನಿಮಯ ಕೇಂದ್ರದಲ್ಲಿ ಆಯೋಜಿಸಲಾಗಿದೆ. — [723, 107, 932, 157]
right-paragraph: ಕೊಪ್ಪಳ ಜಿಲ್ಲೆಯ ಅಭ್ಯರ್ಥಿಗಳು ಎಸ್.ಎಸ್.ಎಲ್.ಸಿ ಅಥವಾ ಪಿ.ಯು.ಸಿ ಉತ್ತೀರ್ಣರಾಗಿರಬೇಕು. ವಯೋಮಿತಿ 18 ರಿಂದ 35 ವರ್ಷ ಆಗಿರಬೇಕು. — [723, 398, 932, 422]
byline-label: ಬದಲಾವಣೆ ಸುದ್ದಿ — [498, 768, 544, 778]
byline-protest — [488, 768, 710, 778]
kannada-paragraph: ಇದೇ ಸಂದರ್ಭ ಪ್ರೌಢ ಶಾಲೆಯ ವಿದ್ಯಾರ್ಥಿಗಳಿಗೆ ಪುಸ್ತಕಗಳನ್ನು ನೀಡಲಾಯಿತು. — [474, 544, 588, 582]
byline-bharatanatya — [10, 761, 471, 771]
veteran-headline-l2: ನಾಯಕ ಭಾರತೀಯ ಸೇನೆಗೆ — [72, 386, 243, 409]
middle-row — [10, 364, 710, 714]
protest-headline-l1: ಕೊಪ್ಪಳ: ಇಂದು ಜಿಲ್ಲಾ ಆಡಳಿತ — [523, 727, 675, 746]
color-dot — [612, 1526, 623, 1537]
right-column — [716, 48, 932, 1218]
byline-label: ಬದಲಾವಣೆ ಸುದ್ದಿ — [733, 353, 779, 363]
color-dot — [920, 1526, 931, 1537]
byline-label: ಬದಲಾವಣೆ ಸುದ್ದಿ — [20, 1009, 66, 1019]
veteran-paragraph: ಸಮೀಪದ ಬೆಟಗೇರಿ ಗ್ರಾಮದಲ್ಲಿ ಜನಿಸಿದ ಮಹೇಶ ನಾಯಕ ಇವರು ಯುವಕರಿಗೆ ಮಾದರಿ ಎನಿಸಿದ್ದಾರೆ. ಕುಟುಂಬದ ಆರ್ಥಿಕ ಪರಿಸ್ಥಿತಿಯಲ್ಲಿ ಕಲಿತ ಅವರ ಪ್ರಾಮಾಣಿಕತೆ ಅಭಿನಂದನೀಯ. — [10, 549, 170, 600]
right-paragraph: ಪರಿಶಿಷ್ಟ ಜಾತಿಯವರ ಆರೋಗ್ಯ ರಕ್ಷಣೆಗಾಗಿ ಕೊಪ್ಪಳ ನಗರಸಭೆಯ ವತಿಯಿಂದ ಆಯ್ಕೆಯಾದ ಫಲಾನುಭವಿಗಳಿಗೆ ಸಹಾಯಧನ ನೀಡಲಾಗುವುದು. — [723, 637, 932, 661]
color-dot — [902, 1526, 913, 1537]
byline-label: ಬದಲಾವಣೆ ಸುದ್ದಿ — [20, 238, 66, 248]
bharatanatya-photo-col — [158, 774, 471, 954]
